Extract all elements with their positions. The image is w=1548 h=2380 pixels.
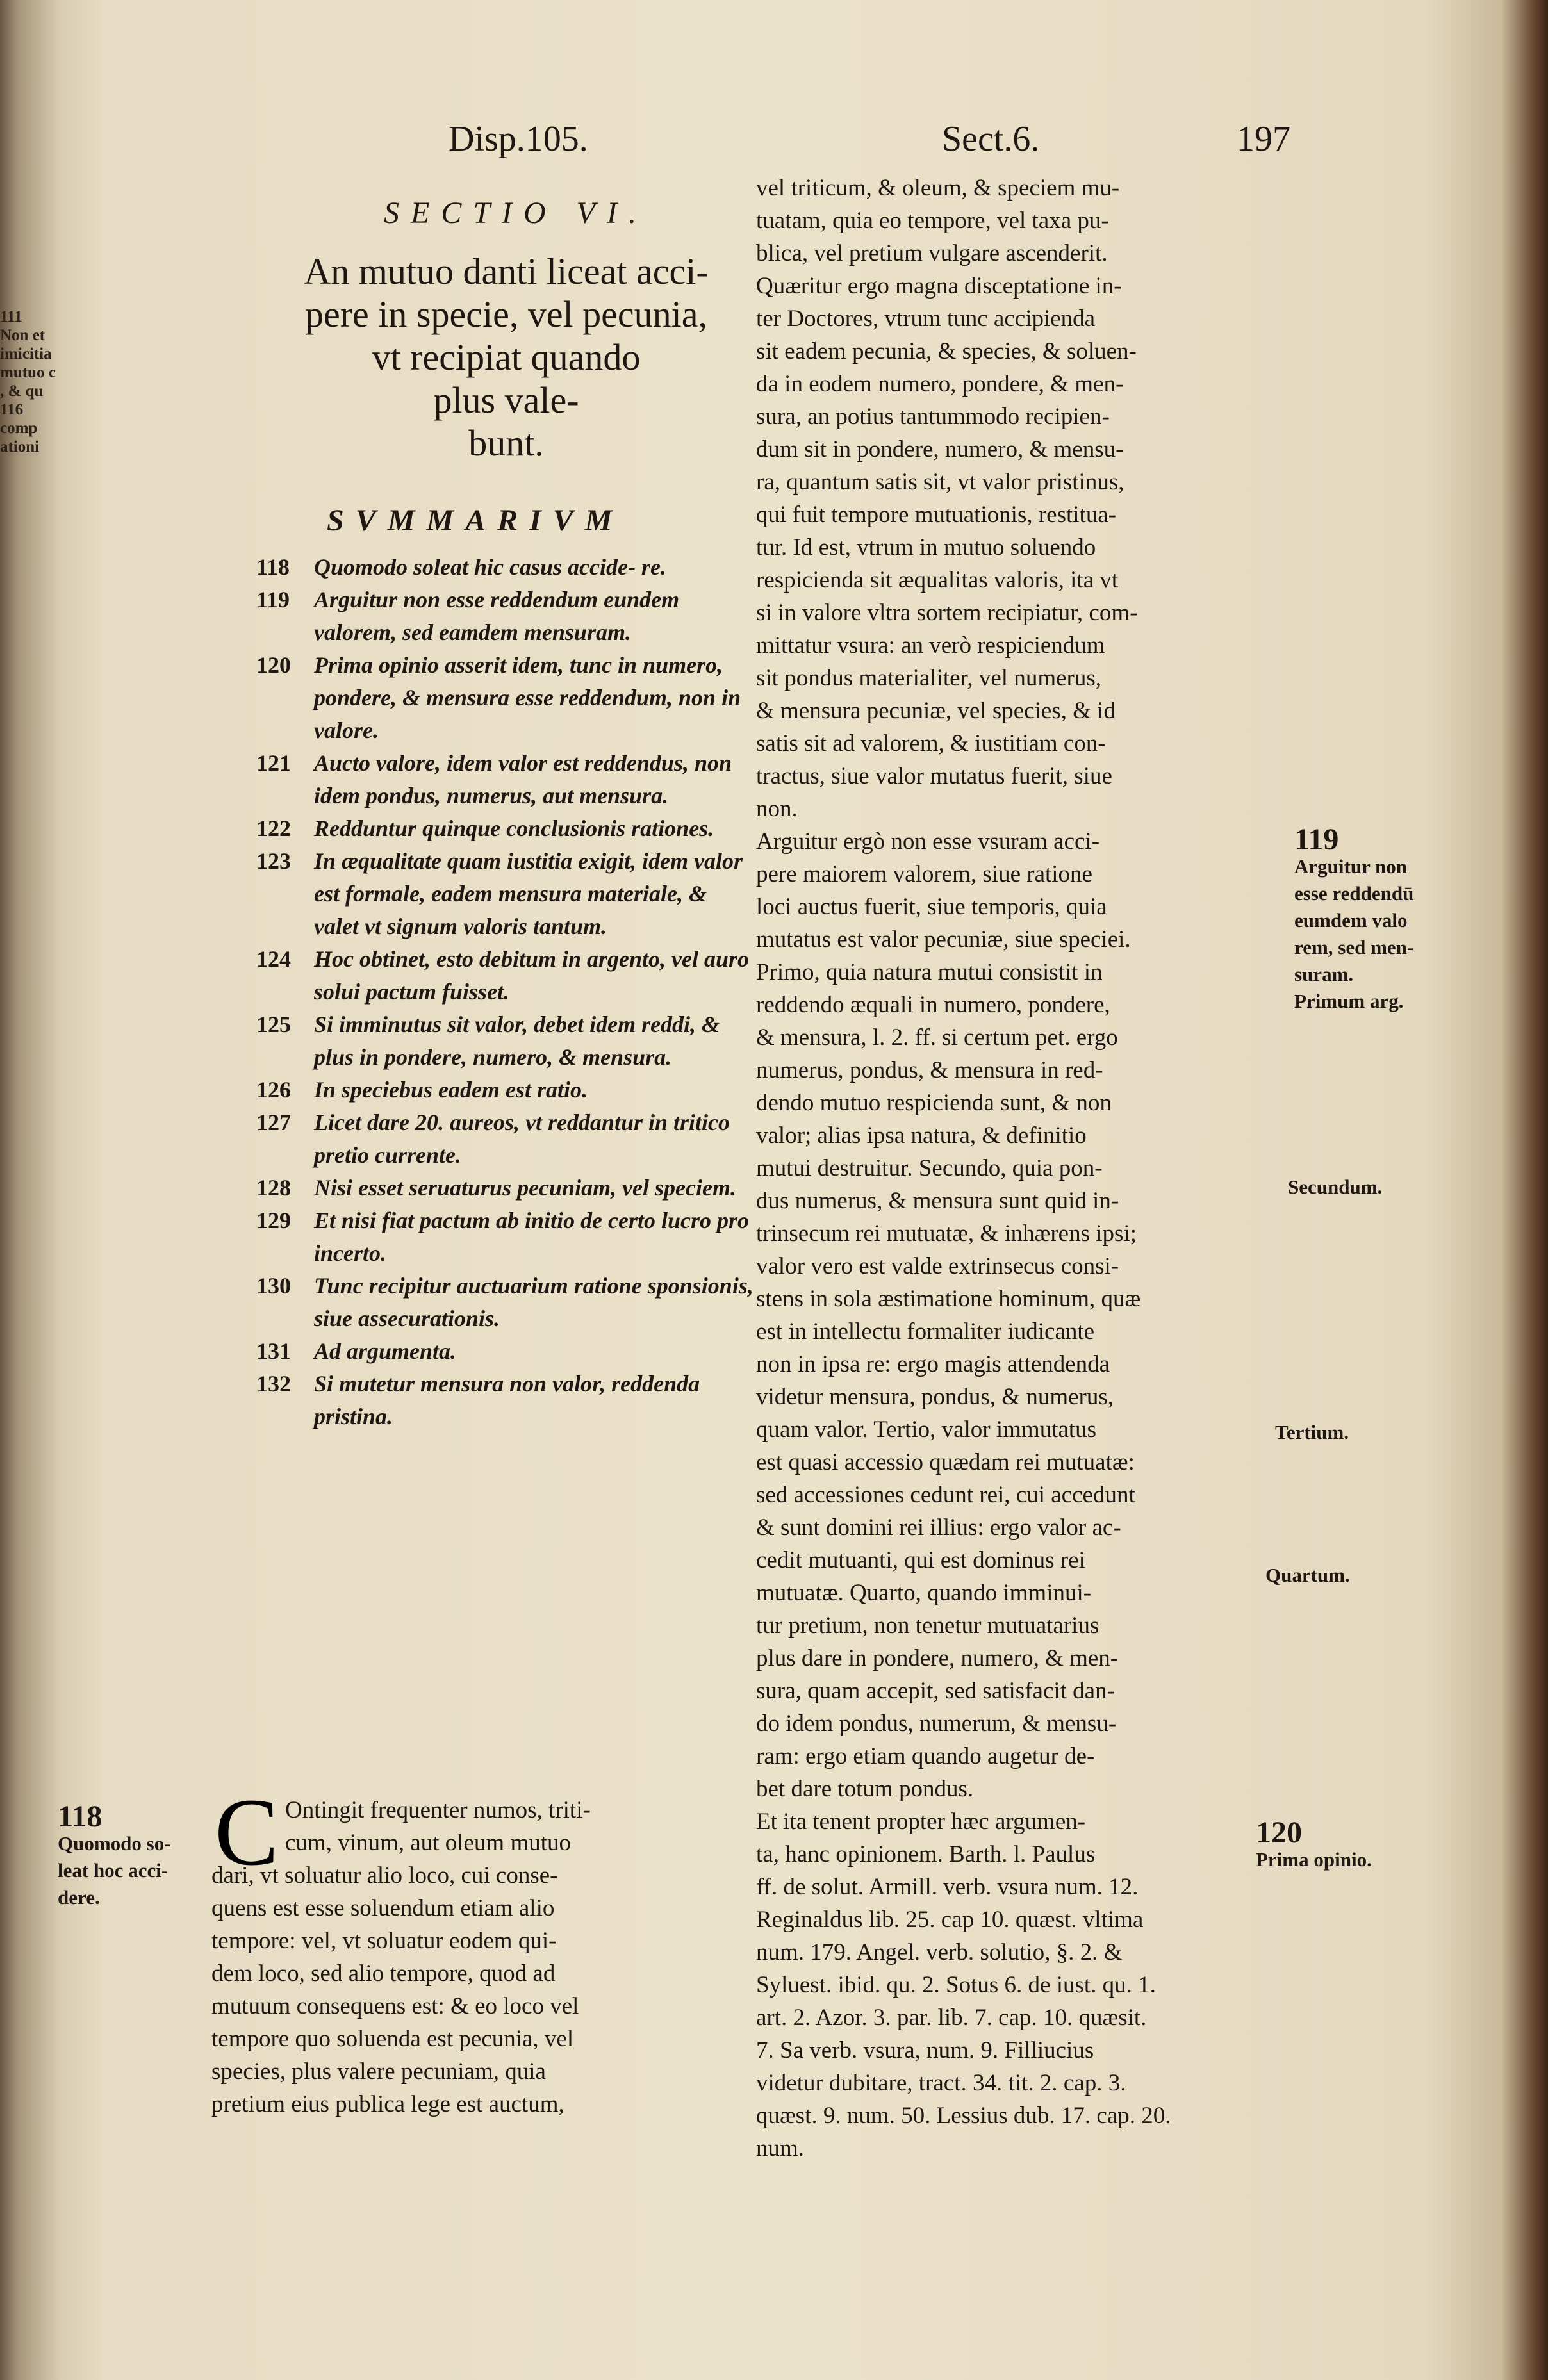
text-line: cedit mutuanti, qui est dominus rei: [756, 1547, 1085, 1573]
bleed-fragment: mutuo c: [0, 364, 56, 381]
text-line: species, plus valere pecuniam, quia: [211, 2058, 546, 2085]
bleed-fragment: 116: [0, 401, 24, 418]
facing-page-bleed: [0, 308, 55, 730]
summary-item: [256, 1008, 756, 1074]
text-line: ff. de solut. Armill. verb. vsura num. 12.: [756, 1874, 1139, 1900]
summary-text: Tunc recipitur auctuarium ratione sponsionis, siue assecurationis.: [314, 1273, 753, 1331]
text-line: ter Doctores, vtrum tunc accipienda: [756, 306, 1096, 332]
summary-text: Licet dare 20. aureos, vt reddantur in tritico pretio currente.: [314, 1110, 730, 1168]
text-line: pretium eius publica lege est auctum,: [211, 2091, 564, 2117]
summary-text: Si imminutus sit valor, debet idem reddi, & plus in pondere, numero, & mensura.: [314, 1012, 720, 1070]
title-line: bunt.: [468, 422, 544, 464]
text-line: tempore: vel, vt soluatur eodem qui-: [211, 1928, 557, 1954]
running-head-center: Sect.6.: [942, 119, 1040, 159]
summary-item: [256, 1270, 756, 1335]
text-line: non.: [756, 796, 798, 822]
text-line: quens est esse soluendum etiam alio: [211, 1895, 555, 1921]
drop-cap: C: [215, 1779, 279, 1885]
text-line: blica, vel pretium vulgare ascenderit.: [756, 240, 1108, 267]
margin-note-secundum: Secundum.: [1288, 1176, 1383, 1198]
text-line: Reginaldus lib. 25. cap 10. quæst. vltima: [756, 1907, 1144, 1933]
text-line: tempore quo soluenda est pecunia, vel: [211, 2026, 574, 2052]
summary-item: [256, 1368, 756, 1433]
summary-number: 120: [256, 652, 291, 678]
text-line: cum, vinum, aut oleum mutuo: [285, 1830, 572, 1856]
text-line: bet dare totum pondus.: [756, 1776, 974, 1802]
text-line: valor; alias ipsa natura, & definitio: [756, 1122, 1087, 1149]
text-line: tuatam, quia eo tempore, vel taxa pu-: [756, 208, 1109, 234]
summary-item: [256, 1172, 756, 1204]
title-line: plus vale-: [433, 379, 579, 421]
title-line: vt recipiat quando: [372, 336, 641, 378]
text-line: Ontingit frequenter numos, triti-: [285, 1797, 591, 1823]
text-line: plus dare in pondere, numero, & men-: [756, 1645, 1119, 1671]
summary-number: 122: [256, 816, 291, 841]
text-line: ra, quantum satis sit, vt valor pristinus,: [756, 469, 1124, 495]
text-line: qui fuit tempore mutuationis, restitua-: [756, 502, 1117, 528]
summary-item: [256, 812, 756, 845]
text-line: dum sit in pondere, numero, & mensu-: [756, 436, 1124, 463]
summary-number: 127: [256, 1110, 291, 1135]
bleed-fragment: ationi: [0, 438, 40, 455]
text-line: sed accessiones cedunt rei, cui accedunt: [756, 1482, 1135, 1508]
summary-item: [256, 845, 756, 943]
bleed-fragment: imicitia: [0, 345, 52, 363]
text-line: dari, vt soluatur alio loco, cui conse-: [211, 1862, 558, 1889]
text-line: Quæritur ergo magna disceptatione in-: [756, 273, 1122, 299]
text-line: trinsecum rei mutuatæ, & inhærens ipsi;: [756, 1220, 1137, 1247]
text-line: videtur mensura, pondus, & numerus,: [756, 1384, 1114, 1410]
bleed-fragment: Non et: [0, 327, 45, 344]
summary-number: 119: [256, 587, 290, 612]
text-line: Syluest. ibid. qu. 2. Sotus 6. de iust. qu. 1.: [756, 1972, 1156, 1998]
margin-number: 119: [1294, 823, 1339, 857]
text-line: dus numerus, & mensura sunt quid in-: [756, 1188, 1119, 1214]
summary-list: [256, 551, 756, 1433]
text-line: quæst. 9. num. 50. Lessius dub. 17. cap. 20.: [756, 2103, 1171, 2129]
text-line: si in valore vltra sortem recipiatur, com-: [756, 600, 1138, 626]
text-line: est quasi accessio quædam rei mutuatæ:: [756, 1449, 1135, 1475]
margin-note-quartum: Quartum.: [1265, 1564, 1350, 1586]
margin-note-119: [1294, 823, 1414, 1015]
margin-line: dere.: [58, 1886, 100, 1908]
text-line: numerus, pondus, & mensura in red-: [756, 1057, 1103, 1083]
text-line: num.: [756, 2135, 805, 2162]
text-line: mutatus est valor pecuniæ, siue speciei.: [756, 926, 1131, 953]
margin-line: rem, sed men-: [1294, 936, 1414, 958]
text-line: & sunt domini rei illius: ergo valor ac-: [756, 1514, 1121, 1541]
text-line: sit pondus materialiter, vel numerus,: [756, 665, 1102, 691]
text-line: respicienda sit æqualitas valoris, ita vt: [756, 567, 1119, 593]
summary-item: [256, 1204, 756, 1270]
text-line: quam valor. Tertio, valor immutatus: [756, 1416, 1097, 1443]
summary-number: 130: [256, 1273, 291, 1299]
summary-item: [256, 649, 756, 747]
bleed-fragment: comp: [0, 420, 38, 437]
summary-item: [256, 1106, 756, 1172]
summary-number: 123: [256, 848, 291, 874]
text-line: mutuum consequens est: & eo loco vel: [211, 1993, 579, 2019]
text-line: 7. Sa verb. vsura, num. 9. Filliucius: [756, 2037, 1094, 2064]
text-line: videtur dubitare, tract. 34. tit. 2. cap. 3.: [756, 2070, 1126, 2096]
summary-text: Hoc obtinet, esto debitum in argento, vel auro solui pactum fuisset.: [314, 946, 750, 1005]
summary-text: Nisi esset seruaturus pecuniam, vel speciem.: [314, 1175, 736, 1201]
text-line: Et ita tenent propter hæc argumen-: [756, 1809, 1086, 1835]
summary-text: Redduntur quinque conclusionis rationes.: [314, 816, 714, 841]
left-column: [256, 176, 756, 1433]
text-line: dendo mutuo respicienda sunt, & non: [756, 1090, 1112, 1116]
margin-line: Prima opinio.: [1256, 1848, 1372, 1871]
text-line: dem loco, sed alio tempore, quod ad: [211, 1960, 556, 1987]
summary-item: [256, 747, 756, 812]
text-line: & mensura, l. 2. ff. si certum pet. ergo: [756, 1024, 1118, 1051]
text-line: sura, an potius tantummodo recipien-: [756, 404, 1110, 430]
summary-label: SVMMARIVM: [327, 504, 624, 538]
text-line: ram: ergo etiam quando augetur de-: [756, 1743, 1095, 1769]
margin-line: Arguitur non: [1294, 855, 1407, 878]
title-line: pere in specie, vel pecunia,: [304, 293, 708, 335]
summary-item: [256, 584, 756, 649]
text-line: mutuatæ. Quarto, quando imminui-: [756, 1580, 1092, 1606]
summary-number: 129: [256, 1208, 291, 1233]
text-line: satis sit ad valorem, & iustitiam con-: [756, 730, 1106, 757]
running-head-left: Disp.105.: [449, 119, 588, 159]
text-line: mutui destruitur. Secundo, quia pon-: [756, 1155, 1103, 1181]
text-line: Primo, quia natura mutui consistit in: [756, 959, 1103, 985]
summary-item: [256, 1335, 756, 1368]
text-line: stens in sola æstimatione hominum, quæ: [756, 1286, 1141, 1312]
margin-number: 118: [58, 1800, 103, 1834]
summary-number: 125: [256, 1012, 291, 1037]
summary-item: [256, 943, 756, 1008]
text-line: valor vero est valde extrinsecus consi-: [756, 1253, 1119, 1279]
summary-text: Quomodo soleat hic casus accide- re.: [314, 554, 666, 580]
text-line: da in eodem numero, pondere, & men-: [756, 371, 1124, 397]
summary-number: 126: [256, 1077, 291, 1103]
text-line: & mensura pecuniæ, vel species, & id: [756, 698, 1116, 724]
margin-note-120: [1256, 1816, 1372, 1873]
text-line: reddendo æquali in numero, pondere,: [756, 992, 1110, 1018]
summary-number: 128: [256, 1175, 291, 1201]
summary-text: Ad argumenta.: [314, 1338, 457, 1364]
summary-item: [256, 1074, 756, 1106]
text-line: vel triticum, & oleum, & speciem mu-: [756, 175, 1120, 201]
margin-line: suram.: [1294, 963, 1354, 985]
summary-text: Si mutetur mensura non valor, reddenda pristina.: [314, 1371, 700, 1429]
title-line: An mutuo danti liceat acci-: [304, 250, 709, 292]
margin-note-tertium: Tertium.: [1275, 1421, 1349, 1443]
summary-number: 132: [256, 1371, 291, 1397]
summary-item: [256, 551, 756, 584]
summary-text: Arguitur non esse reddendum eundem valorem, sed eamdem mensuram.: [314, 587, 680, 645]
margin-note-118: [58, 1800, 171, 1911]
text-line: non in ipsa re: ergo magis attendenda: [756, 1351, 1110, 1377]
text-line: loci auctus fuerit, siue temporis, quia: [756, 894, 1107, 920]
margin-line: leat hoc acci-: [58, 1859, 169, 1882]
text-line: est in intellectu formaliter iudicante: [756, 1318, 1095, 1345]
margin-line: esse reddendū: [1294, 882, 1414, 905]
margin-line: Primum arg.: [1294, 990, 1404, 1012]
summary-number: 124: [256, 946, 291, 972]
summary-text: Et nisi fiat pactum ab initio de certo lucro pro incerto.: [314, 1208, 750, 1266]
summary-text: Prima opinio asserit idem, tunc in numero, pondere, & mensura esse reddendum, non in valore.: [314, 652, 741, 743]
bleed-fragment: , & qu: [0, 382, 44, 400]
summary-text: In speciebus eadem est ratio.: [314, 1077, 588, 1103]
right-column: [756, 172, 1171, 2165]
summary-number: 131: [256, 1338, 291, 1364]
summary-text: In æqualitate quam iustitia exigit, idem valor est formale, eadem mensura materiale, & valet vt signum valoris tantum.: [314, 848, 743, 939]
summary-number: 121: [256, 750, 291, 776]
text-line: sit eadem pecunia, & species, & soluen-: [756, 338, 1137, 365]
text-line: tractus, siue valor mutatus fuerit, siue: [756, 763, 1112, 789]
margin-number: 120: [1256, 1816, 1302, 1850]
text-line: num. 179. Angel. verb. solutio, §. 2. &: [756, 1939, 1123, 1966]
summary-text: Aucto valore, idem valor est reddendus, non idem pondus, numerus, aut mensura.: [314, 750, 732, 808]
text-line: pere maiorem valorem, siue ratione: [756, 861, 1092, 887]
section-title: [256, 250, 756, 464]
text-line: do idem pondus, numerum, & mensu-: [756, 1711, 1117, 1737]
margin-line: Quomodo so-: [58, 1832, 171, 1855]
text-line: tur. Id est, vtrum in mutuo soluendo: [756, 534, 1096, 561]
section-label: SECTIO VI.: [384, 196, 648, 230]
margin-line: eumdem valo: [1294, 909, 1408, 931]
page-number: 197: [1237, 119, 1290, 159]
text-line: ta, hanc opinionem. Barth. l. Paulus: [756, 1841, 1096, 1867]
text-line: sura, quam accepit, sed satisfacit dan-: [756, 1678, 1115, 1704]
text-line: Arguitur ergò non esse vsuram acci-: [756, 828, 1100, 855]
summary-number: 118: [256, 554, 290, 580]
bleed-fragment: 111: [0, 308, 22, 325]
text-line: art. 2. Azor. 3. par. lib. 7. cap. 10. quæsit.: [756, 2005, 1147, 2031]
opening-paragraph: [211, 1779, 591, 2121]
text-line: mittatur vsura: an verò respiciendum: [756, 632, 1105, 659]
text-line: tur pretium, non tenetur mutuatarius: [756, 1613, 1099, 1639]
